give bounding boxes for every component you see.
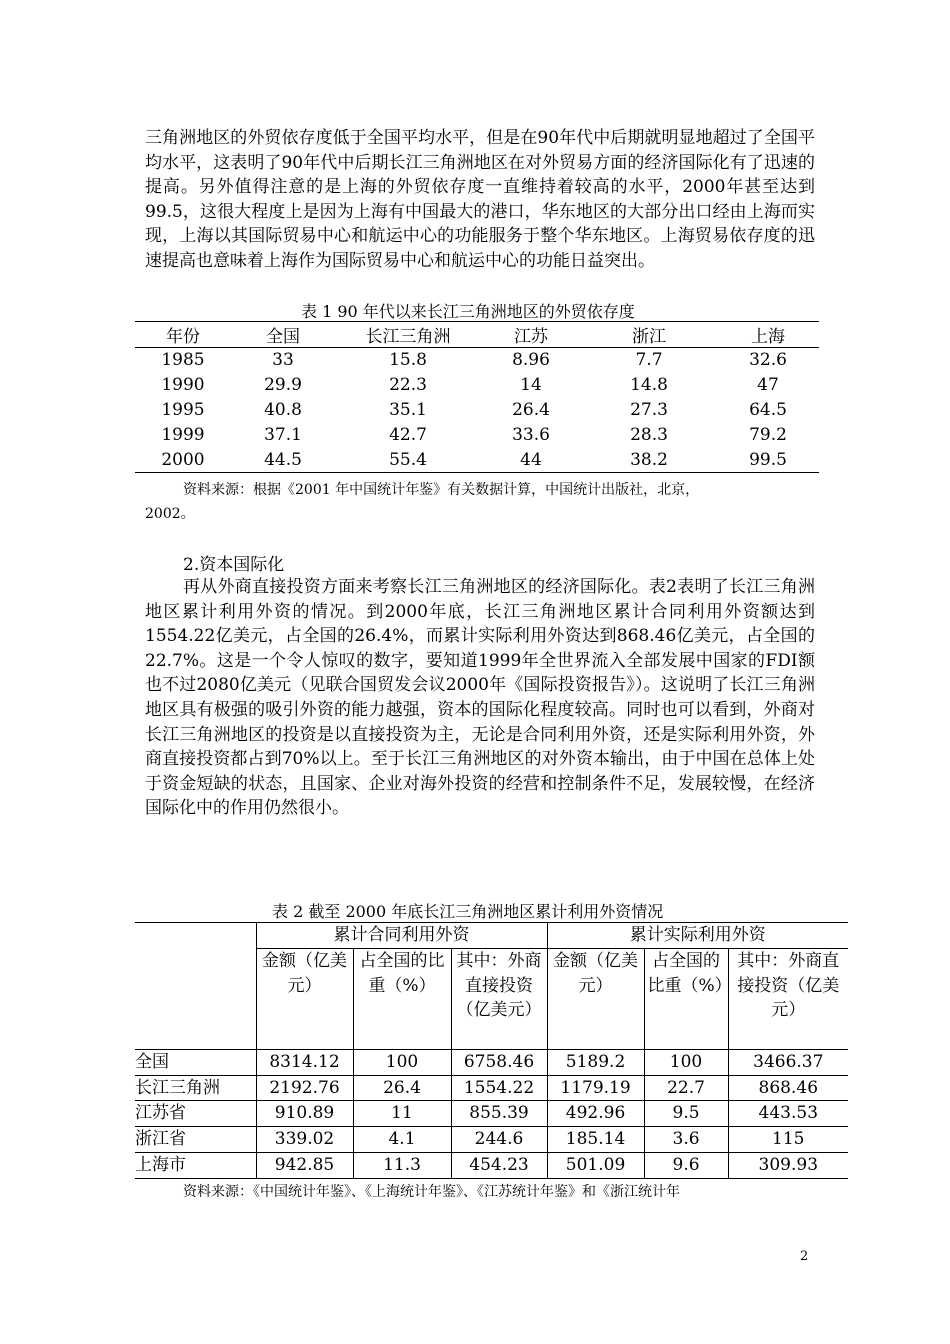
table-cell: 15.8 bbox=[389, 350, 427, 371]
table-cell: 868.46 bbox=[728, 1075, 848, 1101]
table-cell: 64.5 bbox=[749, 399, 787, 420]
table-cell: 3466.37 bbox=[728, 1049, 848, 1075]
table-cell: 38.2 bbox=[581, 447, 717, 472]
table-cell: 1990 bbox=[161, 375, 205, 396]
table1-header: 长江三角洲 bbox=[335, 322, 481, 348]
table-cell: 28.3 bbox=[630, 424, 668, 445]
table-cell: 4.1 bbox=[353, 1127, 451, 1153]
table-row bbox=[135, 1049, 848, 1075]
table2-group-actual: 累计实际利用外资 bbox=[547, 923, 848, 949]
table-cell: 8.96 bbox=[512, 350, 550, 371]
table-cell: 100 bbox=[644, 1049, 728, 1075]
table-row bbox=[135, 1152, 848, 1178]
table-row-label: 全国 bbox=[135, 1049, 256, 1075]
table-cell: 1999 bbox=[161, 424, 205, 445]
table-row bbox=[135, 348, 819, 373]
table-cell: 11 bbox=[353, 1101, 451, 1127]
table-cell: 47 bbox=[757, 375, 779, 396]
table-row-label: 上海市 bbox=[135, 1152, 256, 1178]
table-row bbox=[135, 1127, 848, 1153]
table-cell: 55.4 bbox=[335, 447, 481, 472]
table-cell: 22.3 bbox=[389, 375, 427, 396]
table-cell: 942.85 bbox=[256, 1152, 353, 1178]
table2-group-row bbox=[135, 923, 848, 949]
table-row bbox=[135, 1075, 848, 1101]
table-row bbox=[135, 1101, 848, 1127]
table-cell: 32.6 bbox=[749, 350, 787, 371]
table2-foreign-investment bbox=[135, 922, 848, 1179]
section-heading: 2.资本国际化 bbox=[183, 555, 285, 575]
table-cell: 99.5 bbox=[717, 447, 819, 472]
table-cell: 309.93 bbox=[728, 1152, 848, 1178]
paragraph-trade-dependence: 三角洲地区的外贸依存度低于全国平均水平，但是在90年代中后期就明显地超过了全国平均水平，这表明了90年代中后期长江三角洲地区在对外贸易方面的经济国际化有了迅速的提高。另外值得注意的是上海的外贸依存度一直维持着较高的水平，2000年甚至达到99.5，这很大程度上是因为上海有中国最大的港口，华东地区的大部分出口经由上海而实现，上海以其国际贸易中心和航运中心的功能服务于整个华东地区。上海贸易依存度的迅速提高也意味着上海作为国际贸易中心和航运中心的功能日益突出。 bbox=[145, 128, 815, 271]
table1-header: 上海 bbox=[717, 322, 819, 348]
table-row bbox=[135, 398, 819, 423]
table-cell: 37.1 bbox=[264, 424, 302, 445]
table-cell: 11.3 bbox=[353, 1152, 451, 1178]
table-cell: 501.09 bbox=[547, 1152, 644, 1178]
table-row-label: 浙江省 bbox=[135, 1127, 256, 1153]
table-cell: 1554.22 bbox=[451, 1075, 547, 1101]
table-cell: 44 bbox=[481, 447, 581, 472]
table1-header: 全国 bbox=[231, 322, 335, 348]
table-cell: 8314.12 bbox=[256, 1049, 353, 1075]
table-cell: 855.39 bbox=[451, 1101, 547, 1127]
table-cell: 1985 bbox=[161, 350, 205, 371]
table2-subheader: 占全国的比重（%） bbox=[353, 948, 451, 1049]
table-cell: 1995 bbox=[161, 399, 205, 420]
table2-corner-cell bbox=[135, 923, 256, 1050]
table-cell: 33.6 bbox=[512, 424, 550, 445]
table-row bbox=[135, 422, 819, 447]
table2-group-contract: 累计合同利用外资 bbox=[256, 923, 547, 949]
page-number: 2 bbox=[800, 1249, 809, 1264]
table-cell: 3.6 bbox=[644, 1127, 728, 1153]
table-cell: 42.7 bbox=[389, 424, 427, 445]
table-cell: 79.2 bbox=[749, 424, 787, 445]
table-row-label: 江苏省 bbox=[135, 1101, 256, 1127]
table1-source-line1: 资料来源：根据《2001 年中国统计年鉴》有关数据计算，中国统计出版社，北京， bbox=[183, 482, 700, 498]
table-row bbox=[135, 373, 819, 398]
table-cell: 40.8 bbox=[264, 399, 302, 420]
table-cell: 6758.46 bbox=[451, 1049, 547, 1075]
table-cell: 2000 bbox=[135, 447, 231, 472]
table-cell: 33 bbox=[272, 350, 294, 371]
table-cell: 492.96 bbox=[547, 1101, 644, 1127]
table-row-label: 长江三角洲 bbox=[135, 1075, 256, 1101]
table2-subheader: 占全国的比重（%） bbox=[644, 948, 728, 1049]
table-cell: 26.4 bbox=[512, 399, 550, 420]
table-cell: 443.53 bbox=[728, 1101, 848, 1127]
table1-source-line2: 2002。 bbox=[145, 506, 195, 522]
table-cell: 910.89 bbox=[256, 1101, 353, 1127]
table-cell: 14.8 bbox=[630, 375, 668, 396]
table-cell: 2192.76 bbox=[256, 1075, 353, 1101]
table-cell: 29.9 bbox=[264, 375, 302, 396]
table2-subheader: 金额（亿美元） bbox=[256, 948, 353, 1049]
table2-subheader: 金额（亿美元） bbox=[547, 948, 644, 1049]
table-cell: 454.23 bbox=[451, 1152, 547, 1178]
table-cell: 7.7 bbox=[635, 350, 663, 371]
table-cell: 14 bbox=[520, 375, 542, 396]
table-cell: 35.1 bbox=[389, 399, 427, 420]
table-row bbox=[135, 447, 819, 472]
table-cell: 27.3 bbox=[630, 399, 668, 420]
table-cell: 100 bbox=[353, 1049, 451, 1075]
table2-caption: 表 2 截至 2000 年底长江三角洲地区累计利用外资情况 bbox=[272, 902, 664, 921]
table2-subheader: 其中：外商直接投资（亿美元） bbox=[451, 948, 547, 1049]
table2-subheader: 其中：外商直接投资（亿美元） bbox=[728, 948, 848, 1049]
table-cell: 185.14 bbox=[547, 1127, 644, 1153]
table-cell: 5189.2 bbox=[547, 1049, 644, 1075]
table-cell: 22.7 bbox=[644, 1075, 728, 1101]
table1-trade-dependence bbox=[135, 321, 819, 473]
paragraph-capital-internationalization: 再从外商直接投资方面来考察长江三角洲地区的经济国际化。表2表明了长江三角洲地区累计利用外资的情况。到2000年底，长江三角洲地区累计合同利用外资额达到1554.22亿美元，占全国的26.4%，而累计实际利用外资达到868.46亿美元，占全国的22.7%。这是一个令人惊叹的数字，要知道1999年全世界流入全部发展中国家的FDI额也不过2080亿美元（见联合国贸发会议2000年《国际投资报告》）。这说明了长江三角洲地区具有极强的吸引外资的能力越强，资本的国际化程度较高。同时也可以看到，外商对长江三角洲地区的投资是以直接投资为主，无论是合同利用外资，还是实际利用外资，外商直接投资都占到70%以上。至于长江三角洲地区的对外资本输出，由于中国在总体上处于资金短缺的状态，且国家、企业对海外投资的经营和控制条件不足，发展较慢，在经济国际化中的作用仍然很小。 bbox=[145, 577, 815, 819]
table1-header: 江苏 bbox=[481, 322, 581, 348]
table-cell: 339.02 bbox=[256, 1127, 353, 1153]
table-cell: 244.6 bbox=[451, 1127, 547, 1153]
table1-header: 浙江 bbox=[581, 322, 717, 348]
table-cell: 115 bbox=[728, 1127, 848, 1153]
table-cell: 44.5 bbox=[231, 447, 335, 472]
table-cell: 9.6 bbox=[644, 1152, 728, 1178]
table1-header: 年份 bbox=[135, 322, 231, 348]
table-cell: 1179.19 bbox=[547, 1075, 644, 1101]
table2-source: 资料来源：《中国统计年鉴》、《上海统计年鉴》、《江苏统计年鉴》和《浙江统计年 bbox=[183, 1184, 680, 1200]
table1-header-row bbox=[135, 322, 819, 348]
table-cell: 9.5 bbox=[644, 1101, 728, 1127]
table-cell: 26.4 bbox=[353, 1075, 451, 1101]
table1-caption: 表 1 90 年代以来长江三角洲地区的外贸依存度 bbox=[301, 302, 635, 321]
